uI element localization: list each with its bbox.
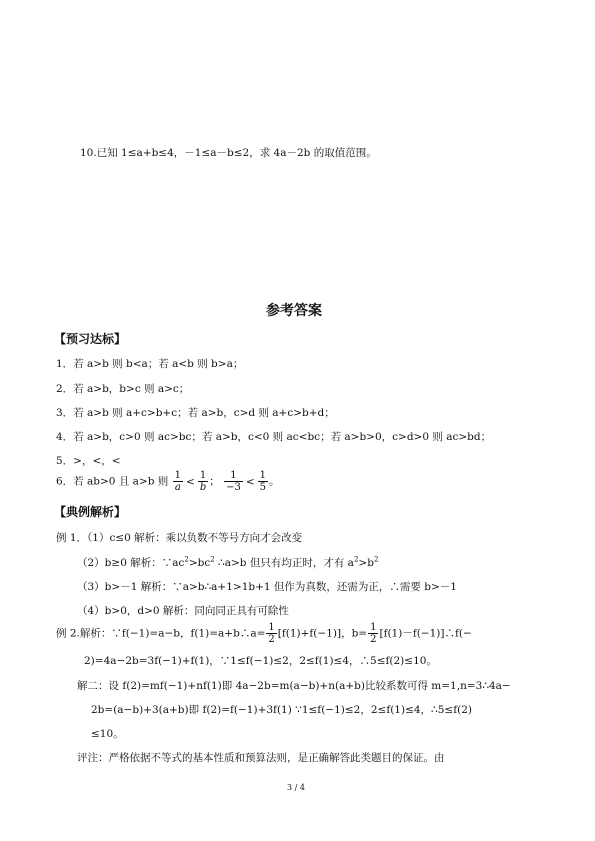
example2-line5: ≤10。 (91, 728, 124, 740)
page-number: 3 / 4 (287, 783, 305, 792)
fraction-half-a: $\frac{1}{2}$ (268, 622, 275, 645)
answer-item-5: 5．>，<，< (56, 455, 121, 467)
fraction-1-over-b: $\frac{1}{b}$ (199, 470, 207, 493)
answer-item-6 (56, 470, 280, 493)
example1-line3: （3）b>－1 解析：∵a>b∴a+1>1b+1 但作为真数，还需为正，∴需要 b>－1 (77, 581, 457, 593)
example2-line3: 解二：设 f(2)=mf(−1)+nf(1)即 4a−2b=m(a−b)+n(a+b)比较系数可得 m=1,n=3∴4a− (77, 680, 511, 692)
question-10: 10.已知 1≤a+b≤4，－1≤a－b≤2，求 4a－2b 的取值范围。 (80, 147, 377, 159)
example2-note: 评注：严格依据不等式的基本性质和预算法则，是正确解答此类题目的保证。由 (77, 752, 445, 764)
example1-line2: （2）b≥0 解析：$\because ac^2>bc^2$ ∴a>b 但只有均正时，才有 $a^2>b^2$ (77, 555, 379, 569)
item6-prefix: 6．若 ab>0 且 a>b 则 (56, 475, 169, 488)
answer-item-1: 1．若 a>b 则 b<a；若 a<b 则 b>a； (56, 358, 244, 370)
example1-line4: （4）b>0，d>0 解析：同向同正具有可除性 (77, 605, 289, 617)
example1-line1: 例 1．（1）c≤0 解析：乘以负数不等号方向才会改变 (56, 532, 303, 544)
example2-line4: 2b=(a−b)+3(a+b)即 f(2)=f(−1)+3f(1) ∵1≤f(−1)≤2，2≤f(1)≤4，∴5≤f(2) (91, 704, 472, 716)
answer-item-3: 3．若 a>b 则 a+c>b+c；若 a>b，c>d 则 a+c>b+d； (56, 407, 335, 419)
example2-line1: 例 2.解析：∵f(−1)=a−b，f(1)=a+b∴a= $\frac{1}{2}$ [f(1)+f(−1)]，b= $\frac{1}{2}$ [f(1)－f(−1)]∴f(− (56, 622, 472, 645)
less-than-sign: < (186, 475, 195, 488)
example2-line2: 2)=4a−2b=3f(−1)+f(1)，∵1≤f(−1)≤2，2≤f(1)≤4，∴5≤f(2)≤10。 (84, 655, 437, 667)
period: 。 (269, 475, 280, 488)
answer-item-2: 2．若 a>b，b>c 则 a>c； (56, 383, 190, 395)
fraction-1-over-minus3: $\frac{1}{-3}$ (226, 470, 241, 493)
section-heading-examples: 【典例解析】 (54, 505, 127, 519)
page-title: 参考答案 (266, 303, 322, 319)
fraction-1-over-5: $\frac{1}{5}$ (259, 470, 266, 493)
fraction-half-b: $\frac{1}{2}$ (370, 622, 377, 645)
fraction-1-over-a: $\frac{1}{a}$ (174, 470, 181, 493)
less-than-sign: < (245, 475, 255, 488)
answer-item-4: 4．若 a>b，c>0 则 ac>bc；若 a>b，c<0 则 ac<bc；若 a>b>0，c>d>0 则 ac>bd； (56, 431, 492, 443)
section-heading-preview: 【预习达标】 (54, 332, 127, 346)
separator: ； (209, 475, 220, 488)
